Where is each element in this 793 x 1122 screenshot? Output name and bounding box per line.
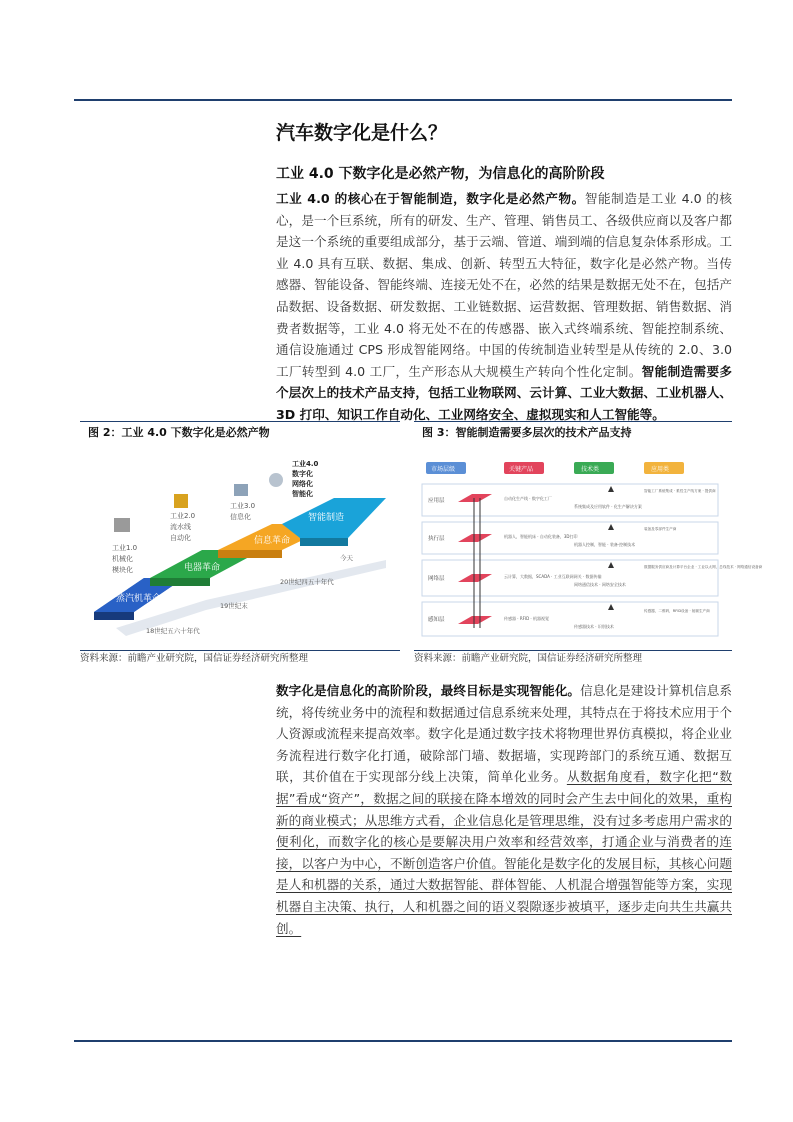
step4-era: 今天	[340, 554, 353, 562]
up-arrow-3	[608, 562, 614, 568]
assembly-arm-icon	[174, 494, 188, 508]
stage3-desc1: 信息化	[230, 513, 251, 521]
row4-col4: 传感器，二维码，RFID设备 · 射频生产商	[644, 609, 710, 613]
layer-plate-1	[458, 494, 492, 502]
paragraph-industry-4	[276, 188, 732, 426]
step2-label: 电器革命	[184, 563, 221, 573]
step1-base	[94, 612, 134, 620]
figure2-caption: 图 2：工业 4.0 下数字化是必然产物	[80, 421, 400, 444]
row4-col2: 传感器 · RFID · 机器视觉	[504, 616, 549, 621]
stage1-desc2: 模块化	[112, 566, 133, 574]
row3-col3: 网络通信技术 · 网络安全技术	[574, 582, 626, 587]
step3-era: 20世纪四五十年代	[280, 578, 334, 586]
row2-layer: 执行层	[428, 536, 445, 542]
step3-side	[218, 550, 282, 558]
computer-gear-icon	[234, 484, 248, 496]
step1-label: 蒸汽机革命	[116, 594, 162, 604]
stage4-desc1: 数字化	[292, 470, 313, 478]
step2-era: 19世纪末	[220, 602, 248, 610]
layer-plate-4	[458, 616, 492, 624]
stage4-title: 工业4.0	[292, 460, 319, 468]
header-3: 技术类	[581, 466, 600, 473]
figure3-source: 资料来源：前瞻产业研究院，国信证券经济研究所整理	[414, 650, 732, 667]
stage4-desc3: 智能化	[292, 490, 313, 498]
step4-side	[300, 538, 348, 546]
row4-col3: 传感器技术 · 识别技术	[574, 624, 614, 629]
section-subhead: 工业 4.0 下数字化是必然产物，为信息化的高阶阶段	[276, 166, 605, 182]
header-2: 关键产品	[509, 466, 534, 473]
para2-underlined: 从数据角度看，数字化把“数据”看成“资产”，数据之间的联接在降本增效的同时会产生去中间化的效果，重构新的商业模式；从思维方式看，企业信息化是管理思维，没有过多考虑用户需求的便利化，而数字化的核心是要解决用户效率和经营效率，打通企业与消费者的连接，以客户为中心，不断创造客户价值。智能化是数字化的发展目标，其核心问题是人和机器的关系，通过大数据智能、群体智能、人机混合增强智能等方案，实现机器自主决策、执行，人和机器之间的语义裂隙逐步被填平，逐步走向共生共赢共创。	[276, 769, 733, 936]
section-title: 汽车数字化是什么？	[276, 122, 448, 144]
step4-label: 智能制造	[308, 513, 345, 523]
step1-era: 18世纪五六十年代	[146, 627, 200, 635]
row3-col2: 云计算，大数据，SCADA · 工业互联网网关 · 数据传输	[504, 574, 602, 579]
step2-side	[150, 578, 210, 586]
row1-col3: 系统集成及应用软件 · 化生产解决方案	[574, 504, 642, 509]
stage1-title: 工业1.0	[112, 544, 138, 552]
header-rule	[74, 99, 732, 101]
row2-col4: 装备及零部件生产商	[644, 527, 677, 531]
para2-body: 信息化是建设计算机信息系统，将传统业务中的流程和数据通过信息系统来处理，其特点在于将技术应用于个人资源或流程来提高效率。数字化是通过数字技术将物理世界仿真模拟，将企业业务流程进行数字化打通，破除部门墙、数据墙，实现跨部门的系统互通、数据互联，其价值在于实现部分线上决策，简单化业务。	[276, 683, 733, 785]
row1-col2: 自动化生产线 · 数字化工厂	[504, 496, 552, 501]
row1-layer: 应用层	[428, 498, 445, 504]
figure3-caption: 图 3：智能制造需要多层次的技术产品支持	[414, 421, 732, 444]
para1-body: 智能制造是工业 4.0 的核心，是一个巨系统，所有的研发、生产、管理、销售员工、各级供应商以及客户都是这一个系统的重要组成部分，基于云端、管道、端到端的信息复杂体系形成。工业 4.0 具有互联、数据、集成、创新、转型五大特征，数字化是必然产物。当传感器、智能设备、智能终端、连接无处不在，必然的结果是数据无处不在，包括产品数据、设备数据、研发数据、工业链数据、运营数据、管理数据、销售数据、消费者数据等，工业 4.0 将无处不在的传感器、嵌入式终端系统、智能控制系统、通信设施通过 CPS 形成智能网络。中国的传统制造业转型是从传统的 2.0、3.0 工厂转型到 4.0 工厂，生产形态从大规模生产转向个性化定制。	[276, 191, 732, 379]
row2-col2: 机器人，智能机床 · 自动化装备，3D打印	[504, 534, 578, 539]
stage2-desc2: 自动化	[170, 534, 191, 542]
stage2-desc1: 流水线	[170, 523, 191, 531]
figure2-source: 资料来源：前瞻产业研究院，国信证券经济研究所整理	[80, 650, 400, 667]
row3-col4: 数据服务供应商及计算平台企业 · 工业以太网，总线技术 · 网络通信设备商	[644, 565, 763, 569]
footer-rule	[74, 1040, 732, 1042]
layer-plate-3	[458, 574, 492, 582]
stage2-title: 工业2.0	[170, 512, 196, 520]
up-arrow-2	[608, 524, 614, 530]
row4-layer: 感知层	[428, 617, 445, 623]
up-arrow-4	[608, 604, 614, 610]
row-box-4	[422, 602, 718, 636]
row3-layer: 网络层	[428, 576, 445, 582]
header-4: 应用类	[651, 466, 670, 473]
layer-plate-2	[458, 534, 492, 542]
paragraph-digital-vs-info	[276, 680, 732, 939]
steam-engine-icon	[114, 518, 130, 532]
stage1-desc1: 机械化	[112, 555, 133, 563]
para2-lead: 数字化是信息化的高阶阶段，最终目标是实现智能化。	[276, 683, 581, 698]
row2-col3: 机器人控制，智能 · 装备·控制技术	[574, 542, 636, 547]
figure3-layer-table	[418, 452, 763, 644]
robot-icon	[269, 473, 283, 487]
row1-col4: 智能工厂系统集成 · 柔性生产线方案 · 提供商	[644, 489, 716, 493]
step3-label: 信息革命	[254, 536, 291, 546]
header-1: 市场层级	[431, 466, 456, 473]
stage4-desc2: 网络化	[292, 480, 313, 488]
para1-tail: 智能制造需要多个层次上的技术产品支持，包括工业物联网、云计算、工业大数据、工业机器人、3D 打印、知识工作自动化、工业网络安全、虚拟现实和人工智能等。	[276, 363, 732, 422]
stage3-title: 工业3.0	[230, 502, 256, 510]
figure2-staircase	[86, 450, 396, 646]
up-arrow-1	[608, 486, 614, 492]
para1-lead: 工业 4.0 的核心在于智能制造，数字化是必然产物。	[276, 191, 585, 206]
